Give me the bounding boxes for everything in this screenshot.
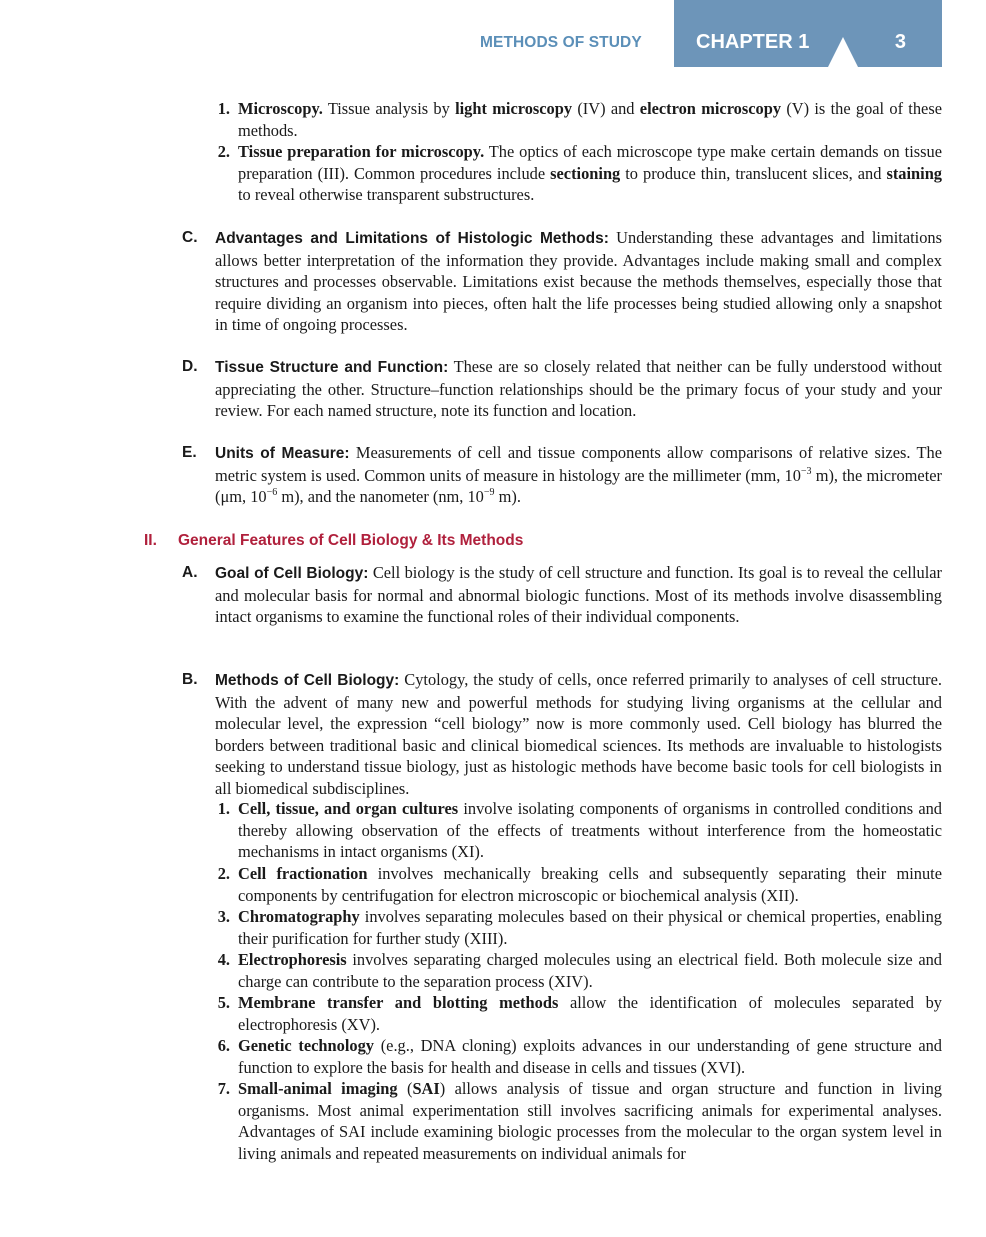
list-number: 1. <box>217 799 230 818</box>
list-item-cultures: Cell, tissue, and organ cultures involve isolating components of organisms in controlled conditions and thereby allowing observation of the effects of treatments without interference from the homeostatic mechanisms in intact organisms (XI). <box>238 799 942 862</box>
part-numeral: II. <box>144 532 157 549</box>
list-number: 5. <box>217 993 230 1012</box>
running-head-section: METHODS OF STUDY <box>480 34 642 51</box>
chapter-tab <box>674 0 942 67</box>
section-letter: E. <box>182 444 197 461</box>
section-structure-function: Tissue Structure and Function: These are so closely related that neither can be fully understood without appreciating the other. Structure–function relationships should be the primary focus of your study and your review. For each named structure, note its function and location. <box>215 357 942 421</box>
section-letter: B. <box>182 671 198 688</box>
section-methods-cell-biology: Methods of Cell Biology: Cytology, the study of cells, once referred primarily to analyses of cell structure. With the advent of many new and powerful methods for studying living organisms at the cellular and molecular level, the expression “cell biology” now is more commonly used. Cell biology has blurred the borders between traditional basic and clinical biomedical sciences. Its methods are invaluable to histologists seeking to understand tissue biology, just as histologic methods have become basic tools for cell biologists in all biomedical subdisciplines. <box>215 670 943 798</box>
tab-notch <box>828 37 858 67</box>
section-letter: C. <box>182 229 198 246</box>
list-item-chromatography: Chromatography involves separating molecules based on their physical or chemical properties, enabling their purification for further study (XIII). <box>238 907 942 948</box>
list-item-small-animal-imaging: Small-animal imaging (SAI) allows analysis of tissue and organ structure and function in living organisms. Most animal experimentation still involves sacrificing animals for experimental analyses. Advantages of SAI include examining biologic processes from the molecular to the organ system level in living animals and repeated measurements on individual animals for <box>238 1079 943 1163</box>
section-letter: D. <box>182 358 198 375</box>
part-title: General Features of Cell Biology & Its Methods <box>178 532 524 549</box>
list-item-electrophoresis: Electrophoresis involves separating charged molecules using an electrical field. Both molecule size and charge can contribute to the separation process (XIV). <box>238 950 942 991</box>
list-number: 2. <box>217 864 230 883</box>
list-item-tissue-preparation: Tissue preparation for microscopy. The optics of each microscope type make certain demands on tissue preparation (III). Common procedures include sectioning to produce thin, translucent slices, and staining to reveal otherwise transparent substructures. <box>238 142 943 205</box>
list-number: 4. <box>217 950 230 969</box>
list-number: 2. <box>217 142 230 161</box>
section-advantages-limitations: Advantages and Limitations of Histologic Methods: Understanding these advantages and limitations allows better interpretation of the information they provide. Advantages include making small and complex structures and processes observable. Limitations exist because the methods themselves, especially those that require dividing an organism into pieces, often halt the life processes being studied allowing only a snapshot in time of ongoing processes. <box>215 228 942 335</box>
page-number: 3 <box>894 31 906 53</box>
list-item-blotting: Membrane transfer and blotting methods allow the identification of molecules separated by electrophoresis (XV). <box>238 993 942 1034</box>
section-units-of-measure: Units of Measure: Measurements of cell and tissue components allow comparisons of relative sizes. The metric system is used. Common units of measure in histology are the millimeter (mm, $10^{-3}$ m), the micrometer (μm, $10^{-6}$ m), and the nanometer (nm, $10^{-9}$ m). <box>215 443 942 507</box>
list-number: 1. <box>217 99 230 118</box>
list-item-microscopy: Microscopy. Tissue analysis by light microscopy (IV) and electron microscopy (V) is the goal of these methods. <box>238 99 942 140</box>
list-item-genetic-technology: Genetic technology (e.g., DNA cloning) exploits advances in our understanding of gene structure and function to explore the basis for health and disease in cells and tissues (XVI). <box>238 1036 943 1077</box>
list-number: 3. <box>217 907 230 926</box>
section-letter: A. <box>182 564 198 581</box>
list-item-fractionation: Cell fractionation involves mechanically breaking cells and subsequently separating their minute components by centrifugation for electron microscopic or biochemical analysis (XII). <box>238 864 942 905</box>
list-number: 6. <box>217 1036 230 1055</box>
chapter-label: CHAPTER 1 <box>696 31 810 53</box>
list-number: 7. <box>217 1079 230 1098</box>
section-goal-cell-biology: Goal of Cell Biology: Cell biology is the study of cell structure and function. Its goal is to reveal the cellular and molecular basis for normal and abnormal biologic functions. Most of its methods involve disassembling intact organisms to examine the functional roles of their individual components. <box>215 563 943 627</box>
